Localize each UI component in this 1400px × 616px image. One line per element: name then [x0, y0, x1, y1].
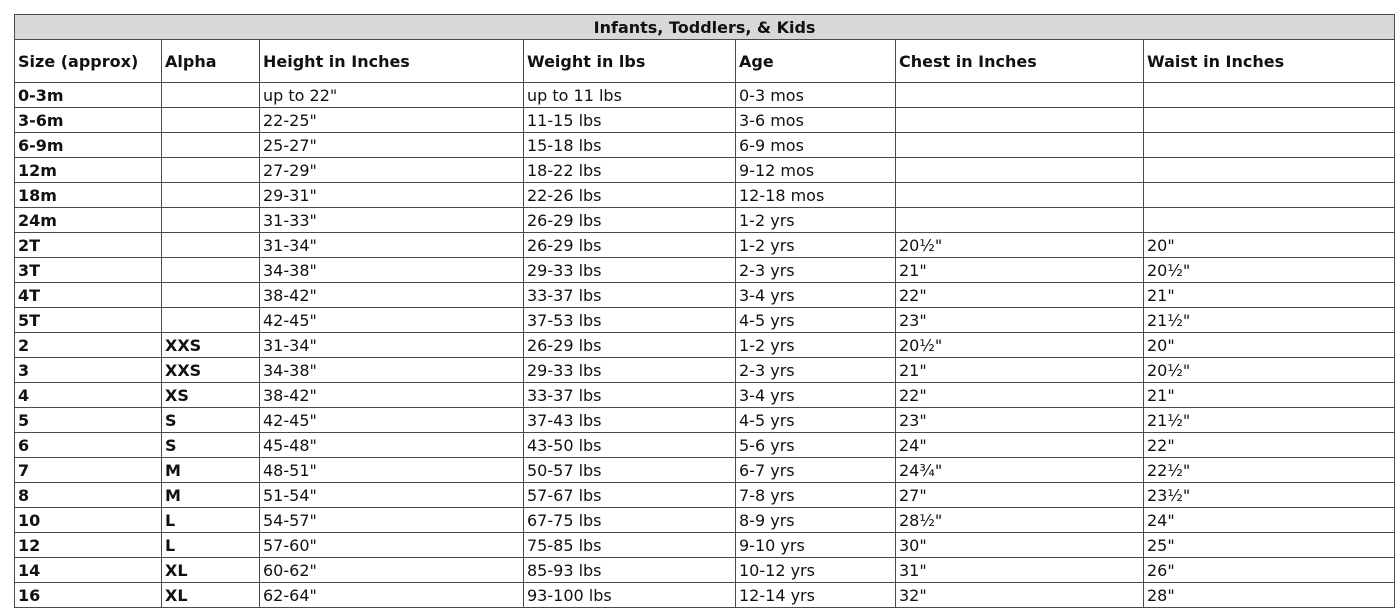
- height-cell: 42-45": [260, 408, 524, 433]
- alpha-cell: XL: [162, 583, 260, 608]
- table-row: [15, 533, 1395, 558]
- age-cell: 3-6 mos: [736, 108, 896, 133]
- chest-cell: 21": [896, 258, 1144, 283]
- chest-cell: [896, 158, 1144, 183]
- size-cell: 3: [15, 358, 162, 383]
- table-row: [15, 133, 1395, 158]
- height-cell: 34-38": [260, 258, 524, 283]
- waist-cell: [1144, 108, 1395, 133]
- chest-cell: 23": [896, 408, 1144, 433]
- size-cell: 3T: [15, 258, 162, 283]
- alpha-cell: XS: [162, 383, 260, 408]
- table-row: [15, 83, 1395, 108]
- waist-cell: 25": [1144, 533, 1395, 558]
- chest-cell: 24¾": [896, 458, 1144, 483]
- size-cell: 5T: [15, 308, 162, 333]
- column-header-chest: Chest in Inches: [896, 40, 1144, 83]
- waist-cell: [1144, 208, 1395, 233]
- column-header-height: Height in Inches: [260, 40, 524, 83]
- alpha-cell: S: [162, 433, 260, 458]
- height-cell: 38-42": [260, 283, 524, 308]
- chest-cell: 20½": [896, 333, 1144, 358]
- weight-cell: 33-37 lbs: [524, 283, 736, 308]
- weight-cell: 11-15 lbs: [524, 108, 736, 133]
- age-cell: 12-14 yrs: [736, 583, 896, 608]
- weight-cell: 29-33 lbs: [524, 258, 736, 283]
- alpha-cell: L: [162, 533, 260, 558]
- height-cell: 29-31": [260, 183, 524, 208]
- waist-cell: 28": [1144, 583, 1395, 608]
- height-cell: 57-60": [260, 533, 524, 558]
- weight-cell: 22-26 lbs: [524, 183, 736, 208]
- chest-cell: [896, 108, 1144, 133]
- weight-cell: 26-29 lbs: [524, 208, 736, 233]
- chest-cell: 27": [896, 483, 1144, 508]
- chest-cell: [896, 183, 1144, 208]
- chest-cell: 21": [896, 358, 1144, 383]
- size-cell: 10: [15, 508, 162, 533]
- age-cell: 8-9 yrs: [736, 508, 896, 533]
- table-row: [15, 283, 1395, 308]
- age-cell: 3-4 yrs: [736, 383, 896, 408]
- table-row: [15, 483, 1395, 508]
- height-cell: 60-62": [260, 558, 524, 583]
- size-cell: 8: [15, 483, 162, 508]
- alpha-cell: M: [162, 458, 260, 483]
- age-cell: 3-4 yrs: [736, 283, 896, 308]
- table-row: [15, 383, 1395, 408]
- table-row: [15, 208, 1395, 233]
- column-header-size: Size (approx): [15, 40, 162, 83]
- height-cell: 31-33": [260, 208, 524, 233]
- alpha-cell: [162, 308, 260, 333]
- waist-cell: 26": [1144, 558, 1395, 583]
- size-cell: 16: [15, 583, 162, 608]
- alpha-cell: [162, 108, 260, 133]
- alpha-cell: M: [162, 483, 260, 508]
- table-row: [15, 158, 1395, 183]
- size-cell: 24m: [15, 208, 162, 233]
- size-cell: 5: [15, 408, 162, 433]
- chest-cell: 20½": [896, 233, 1144, 258]
- table-row: [15, 258, 1395, 283]
- age-cell: 4-5 yrs: [736, 408, 896, 433]
- table-row: [15, 108, 1395, 133]
- age-cell: 6-9 mos: [736, 133, 896, 158]
- weight-cell: 15-18 lbs: [524, 133, 736, 158]
- size-cell: 18m: [15, 183, 162, 208]
- weight-cell: up to 11 lbs: [524, 83, 736, 108]
- height-cell: 38-42": [260, 383, 524, 408]
- waist-cell: 22½": [1144, 458, 1395, 483]
- weight-cell: 75-85 lbs: [524, 533, 736, 558]
- column-header-alpha: Alpha: [162, 40, 260, 83]
- alpha-cell: S: [162, 408, 260, 433]
- age-cell: 9-12 mos: [736, 158, 896, 183]
- age-cell: 7-8 yrs: [736, 483, 896, 508]
- table-row: [15, 508, 1395, 533]
- age-cell: 5-6 yrs: [736, 433, 896, 458]
- alpha-cell: [162, 83, 260, 108]
- chest-cell: 30": [896, 533, 1144, 558]
- alpha-cell: [162, 208, 260, 233]
- alpha-cell: [162, 158, 260, 183]
- table-row: [15, 233, 1395, 258]
- alpha-cell: [162, 283, 260, 308]
- chest-cell: 22": [896, 383, 1144, 408]
- table-title: Infants, Toddlers, & Kids: [15, 15, 1395, 40]
- size-cell: 0-3m: [15, 83, 162, 108]
- alpha-cell: XXS: [162, 358, 260, 383]
- age-cell: 12-18 mos: [736, 183, 896, 208]
- height-cell: 22-25": [260, 108, 524, 133]
- weight-cell: 37-43 lbs: [524, 408, 736, 433]
- size-cell: 2: [15, 333, 162, 358]
- waist-cell: 20": [1144, 233, 1395, 258]
- chest-cell: 31": [896, 558, 1144, 583]
- waist-cell: 21": [1144, 383, 1395, 408]
- table-row: [15, 358, 1395, 383]
- size-cell: 2T: [15, 233, 162, 258]
- waist-cell: [1144, 158, 1395, 183]
- height-cell: 31-34": [260, 233, 524, 258]
- waist-cell: 21": [1144, 283, 1395, 308]
- waist-cell: [1144, 83, 1395, 108]
- age-cell: 9-10 yrs: [736, 533, 896, 558]
- size-cell: 3-6m: [15, 108, 162, 133]
- height-cell: 51-54": [260, 483, 524, 508]
- table-row: [15, 558, 1395, 583]
- chest-cell: 32": [896, 583, 1144, 608]
- size-cell: 6-9m: [15, 133, 162, 158]
- waist-cell: 21½": [1144, 408, 1395, 433]
- alpha-cell: XXS: [162, 333, 260, 358]
- age-cell: 1-2 yrs: [736, 208, 896, 233]
- waist-cell: 20": [1144, 333, 1395, 358]
- weight-cell: 57-67 lbs: [524, 483, 736, 508]
- age-cell: 2-3 yrs: [736, 358, 896, 383]
- table-row: [15, 333, 1395, 358]
- height-cell: 27-29": [260, 158, 524, 183]
- column-header-weight: Weight in lbs: [524, 40, 736, 83]
- chest-cell: [896, 208, 1144, 233]
- chest-cell: 24": [896, 433, 1144, 458]
- age-cell: 0-3 mos: [736, 83, 896, 108]
- chest-cell: [896, 83, 1144, 108]
- alpha-cell: [162, 183, 260, 208]
- height-cell: 54-57": [260, 508, 524, 533]
- height-cell: 45-48": [260, 433, 524, 458]
- weight-cell: 50-57 lbs: [524, 458, 736, 483]
- height-cell: 31-34": [260, 333, 524, 358]
- waist-cell: 21½": [1144, 308, 1395, 333]
- age-cell: 1-2 yrs: [736, 233, 896, 258]
- weight-cell: 37-53 lbs: [524, 308, 736, 333]
- alpha-cell: [162, 133, 260, 158]
- table-row: [15, 458, 1395, 483]
- weight-cell: 26-29 lbs: [524, 333, 736, 358]
- size-cell: 4: [15, 383, 162, 408]
- height-cell: 48-51": [260, 458, 524, 483]
- age-cell: 10-12 yrs: [736, 558, 896, 583]
- alpha-cell: [162, 233, 260, 258]
- table-body: [15, 83, 1395, 608]
- table-header-row: [15, 40, 1395, 83]
- size-cell: 14: [15, 558, 162, 583]
- table-row: [15, 583, 1395, 608]
- column-header-waist: Waist in Inches: [1144, 40, 1395, 83]
- table-row: [15, 183, 1395, 208]
- column-header-age: Age: [736, 40, 896, 83]
- weight-cell: 29-33 lbs: [524, 358, 736, 383]
- table-row: [15, 408, 1395, 433]
- size-cell: 6: [15, 433, 162, 458]
- age-cell: 2-3 yrs: [736, 258, 896, 283]
- height-cell: 42-45": [260, 308, 524, 333]
- waist-cell: 20½": [1144, 258, 1395, 283]
- age-cell: 4-5 yrs: [736, 308, 896, 333]
- height-cell: 34-38": [260, 358, 524, 383]
- waist-cell: 23½": [1144, 483, 1395, 508]
- chest-cell: 28½": [896, 508, 1144, 533]
- age-cell: 6-7 yrs: [736, 458, 896, 483]
- chest-cell: 22": [896, 283, 1144, 308]
- size-cell: 7: [15, 458, 162, 483]
- weight-cell: 33-37 lbs: [524, 383, 736, 408]
- chest-cell: 23": [896, 308, 1144, 333]
- age-cell: 1-2 yrs: [736, 333, 896, 358]
- table-row: [15, 433, 1395, 458]
- waist-cell: 24": [1144, 508, 1395, 533]
- alpha-cell: XL: [162, 558, 260, 583]
- size-chart-table: [14, 14, 1395, 608]
- table-row: [15, 308, 1395, 333]
- size-cell: 4T: [15, 283, 162, 308]
- weight-cell: 43-50 lbs: [524, 433, 736, 458]
- weight-cell: 18-22 lbs: [524, 158, 736, 183]
- waist-cell: 22": [1144, 433, 1395, 458]
- alpha-cell: [162, 258, 260, 283]
- height-cell: up to 22": [260, 83, 524, 108]
- waist-cell: [1144, 133, 1395, 158]
- waist-cell: [1144, 183, 1395, 208]
- table-caption-row: [15, 15, 1395, 40]
- weight-cell: 93-100 lbs: [524, 583, 736, 608]
- height-cell: 62-64": [260, 583, 524, 608]
- chest-cell: [896, 133, 1144, 158]
- weight-cell: 85-93 lbs: [524, 558, 736, 583]
- height-cell: 25-27": [260, 133, 524, 158]
- weight-cell: 26-29 lbs: [524, 233, 736, 258]
- size-cell: 12: [15, 533, 162, 558]
- weight-cell: 67-75 lbs: [524, 508, 736, 533]
- alpha-cell: L: [162, 508, 260, 533]
- waist-cell: 20½": [1144, 358, 1395, 383]
- size-cell: 12m: [15, 158, 162, 183]
